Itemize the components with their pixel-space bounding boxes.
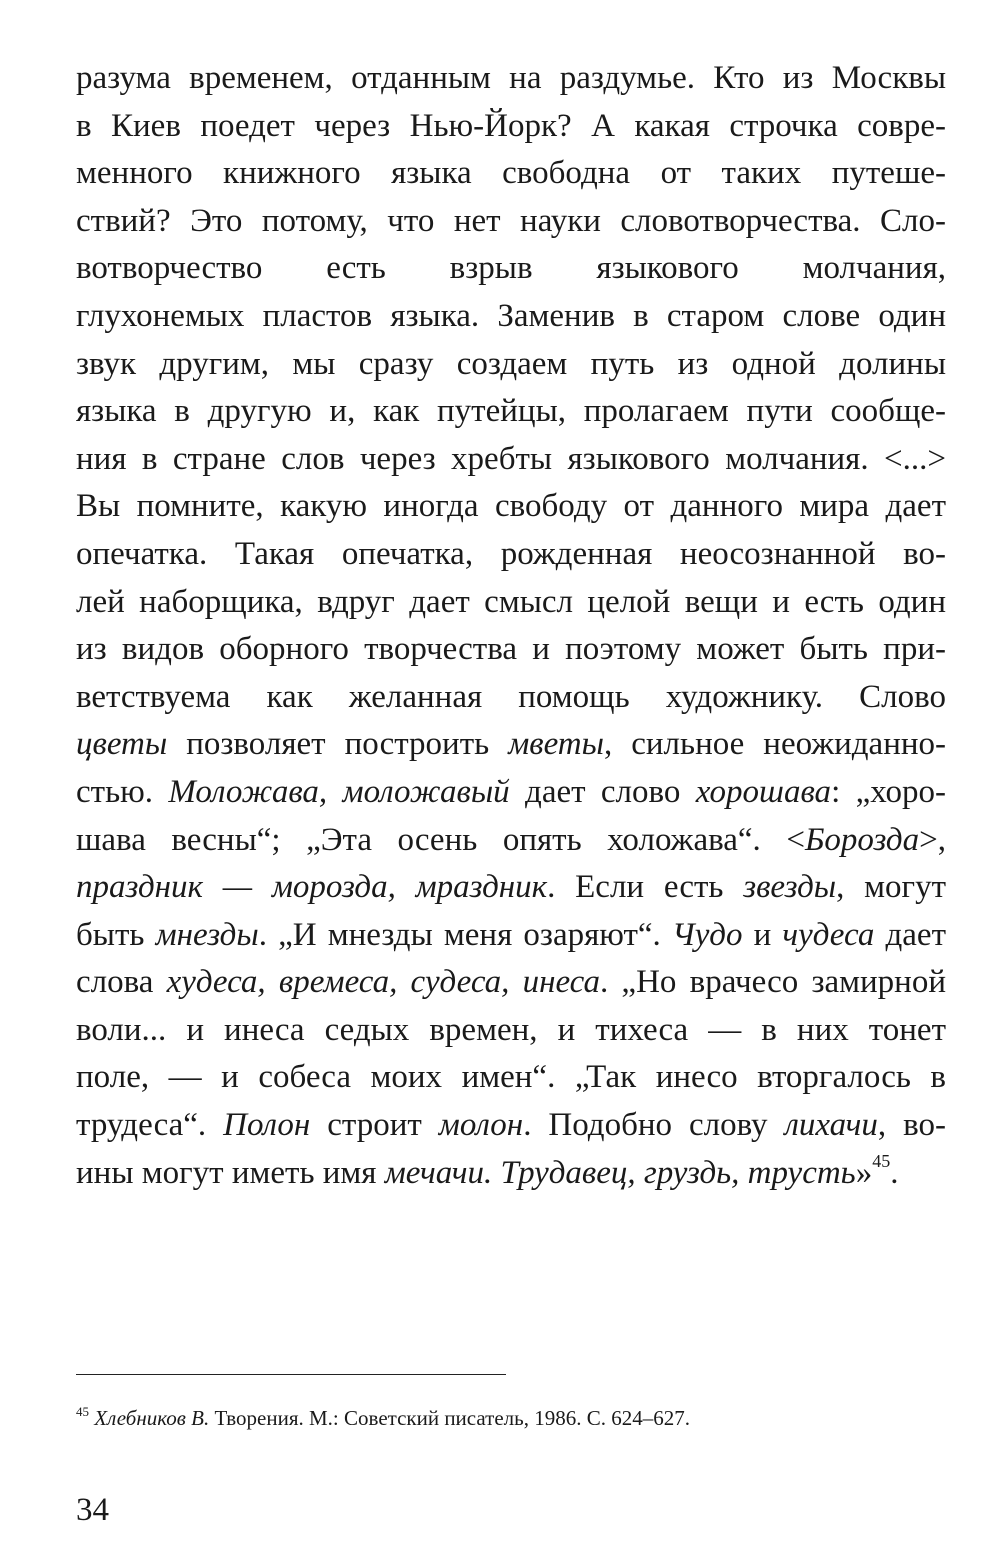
text-line xyxy=(76,150,946,198)
italic-word: чудеса xyxy=(782,916,875,953)
italic-word: хорошава xyxy=(695,773,832,810)
text-line xyxy=(76,388,946,436)
text-segment: . „И мнезды меня озаряют“. xyxy=(258,916,672,953)
italic-word: мнезды xyxy=(155,916,259,953)
text-line xyxy=(76,769,946,817)
footnote-number: 45 xyxy=(76,1404,89,1419)
text-segment: менного книжного языка свободна от таких путеше- xyxy=(76,155,946,192)
text-segment: языка в другую и, как путейцы, пролагаем пути сообще- xyxy=(76,393,946,430)
text-segment: , во- xyxy=(877,1107,946,1144)
page-number: 34 xyxy=(76,1492,109,1528)
text-segment: . Подобно слову xyxy=(523,1107,785,1144)
text-segment: опечатка. Такая опечатка, рожденная неосознанной во- xyxy=(76,535,946,572)
text-segment: дает xyxy=(874,916,946,953)
text-line xyxy=(76,436,946,484)
italic-word: мечачи. Трудавец, груздь, трусть xyxy=(384,1154,856,1191)
footnote-divider xyxy=(76,1374,506,1375)
italic-word: мветы xyxy=(508,726,604,763)
text-segment: ветствуема как желанная помощь художнику. Слово xyxy=(76,678,946,715)
text-segment: стью. xyxy=(76,773,169,810)
text-segment: шава весны“; „Эта осень опять холожава“. < xyxy=(76,821,805,858)
text-line xyxy=(76,721,946,769)
text-line xyxy=(76,1150,946,1198)
italic-word: звезды xyxy=(743,869,837,906)
text-line xyxy=(76,55,946,103)
text-segment: : „хоро- xyxy=(831,773,946,810)
text-segment: Вы помните, какую иногда свободу от данного мира дает xyxy=(76,488,946,525)
text-line xyxy=(76,198,946,246)
body-text xyxy=(76,55,946,1197)
text-segment: ния в стране слов через хребты языкового молчания. <...> xyxy=(76,440,946,477)
italic-word: Борозда xyxy=(804,821,920,858)
text-line xyxy=(76,103,946,151)
footnote-text: Творения. М.: Советский писатель, 1986. С. 624–627. xyxy=(209,1406,690,1430)
footnote xyxy=(76,1403,956,1433)
text-segment: глухонемых пластов языка. Заменив в старом слове один xyxy=(76,297,946,334)
text-segment: в Киев поедет через Нью-Йорк? А какая строчка совре- xyxy=(76,107,946,144)
text-line xyxy=(76,531,946,579)
text-segment: » xyxy=(855,1154,873,1191)
text-segment: вотворчество есть взрыв языкового молчания, xyxy=(76,250,946,287)
text-line xyxy=(76,912,946,960)
text-segment: , сильное неожиданно- xyxy=(603,726,946,763)
text-line xyxy=(76,1054,946,1102)
text-segment: быть xyxy=(76,916,156,953)
text-line xyxy=(76,626,946,674)
text-segment: ствий? Это потому, что нет науки словотворчества. Сло- xyxy=(76,202,946,239)
text-line xyxy=(76,341,946,389)
text-line xyxy=(76,579,946,627)
text-line xyxy=(76,245,946,293)
text-segment: позволяет построить xyxy=(167,726,509,763)
footnote-reference: 45 xyxy=(872,1150,891,1171)
text-segment: поле, — и собеса моих имен“. „Так инесо вторгалось в xyxy=(76,1059,946,1096)
italic-word: худеса, времеса, судеса, инеса xyxy=(166,964,600,1001)
italic-word: Чудо xyxy=(671,916,743,953)
italic-word: цветы xyxy=(76,726,168,763)
text-segment: воли... и инеса седых времен, и тихеса — в них тонет xyxy=(76,1011,946,1048)
text-segment: звук другим, мы сразу создаем путь из одной долины xyxy=(76,345,946,382)
text-segment: лей наборщика, вдруг дает смысл целой вещи и есть один xyxy=(76,583,946,620)
text-segment: слова xyxy=(76,964,167,1001)
text-line xyxy=(76,817,946,865)
text-segment: разума временем, отданным на раздумье. Кто из Москвы xyxy=(76,60,946,96)
text-segment: строит xyxy=(310,1107,439,1144)
text-line xyxy=(76,959,946,1007)
text-segment: . „Но врачесо замирной xyxy=(599,964,946,1001)
text-line xyxy=(76,1007,946,1055)
text-line xyxy=(76,1102,946,1150)
text-line xyxy=(76,864,946,912)
text-segment: . Если есть xyxy=(547,869,744,906)
text-line xyxy=(76,483,946,531)
italic-word: праздник — морозда, мраздник xyxy=(76,869,548,906)
italic-word: Моложава, моложавый xyxy=(168,773,510,810)
text-line xyxy=(76,293,946,341)
italic-word: Полон xyxy=(223,1107,311,1144)
text-segment: >, xyxy=(919,821,946,858)
text-segment: , могут xyxy=(836,869,946,906)
italic-word: молон xyxy=(438,1107,524,1144)
text-segment: и xyxy=(742,916,783,953)
text-segment: ины могут иметь имя xyxy=(76,1154,385,1191)
text-segment: трудеса“. xyxy=(76,1107,224,1144)
text-line xyxy=(76,674,946,722)
italic-word: лихачи xyxy=(784,1107,878,1144)
text-segment: из видов оборного творчества и поэтому может быть при- xyxy=(76,631,946,668)
text-segment: . xyxy=(890,1154,899,1191)
footnote-author: Хлебников В. xyxy=(94,1406,210,1430)
text-segment: дает слово xyxy=(509,773,696,810)
